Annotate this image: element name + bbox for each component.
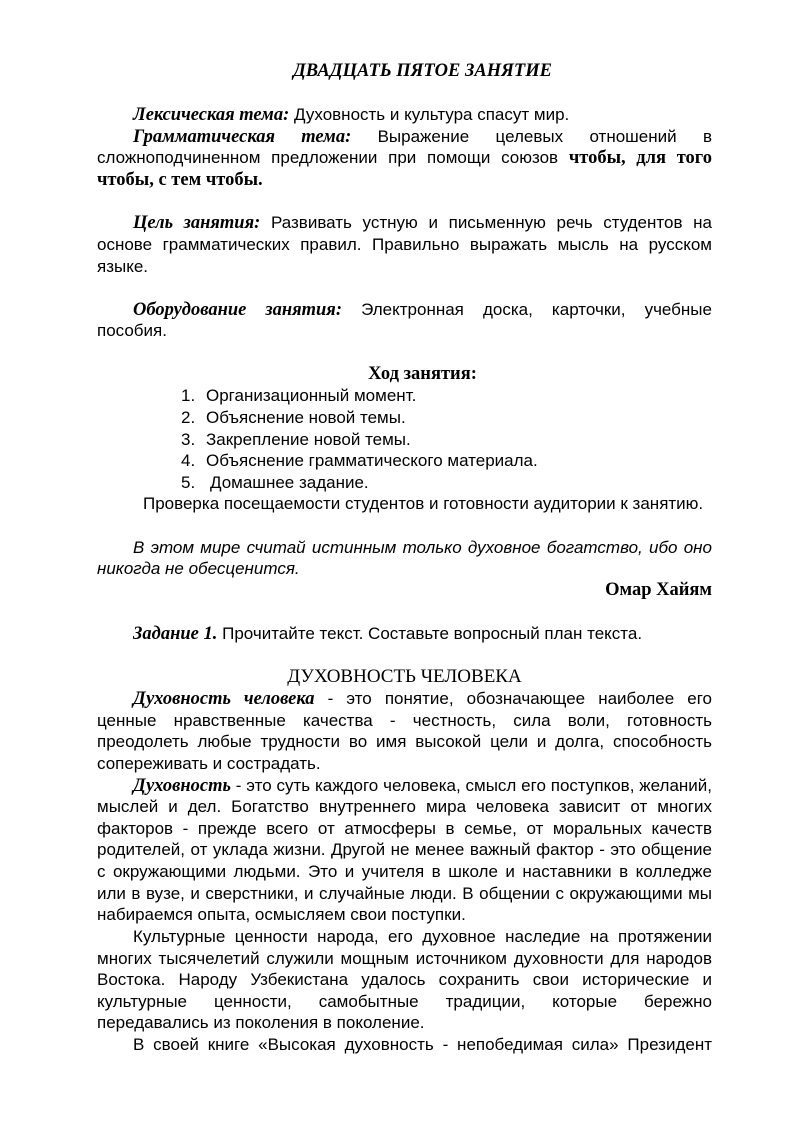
list-item-text: Объяснение грамматического материала. xyxy=(206,451,538,471)
procedure-list xyxy=(97,385,712,493)
lesson-equipment-text: Электронная доска, карточки, учебные пособия. xyxy=(97,299,712,341)
list-item-text: Объяснение новой темы. xyxy=(206,407,406,427)
lesson-content xyxy=(97,61,712,1056)
lesson-title: ДВАДЦАТЬ ПЯТОЕ ЗАНЯТИЕ xyxy=(293,61,552,81)
task-1 xyxy=(97,623,712,645)
lexical-topic-text: Духовность и культура спасут мир. xyxy=(294,105,570,125)
reading-heading: ДУХОВНОСТЬ ЧЕЛОВЕКА xyxy=(287,666,522,688)
reading-paragraph-1 xyxy=(97,688,712,775)
lesson-goal-text: Развивать устную и письменную речь студентов на основе грамматических правил. Правильно выражать мысль на русском языке. xyxy=(97,213,712,276)
list-item xyxy=(97,407,712,429)
list-item-number: 4. xyxy=(181,451,196,471)
list-item xyxy=(97,450,712,472)
epigraph-quote: В этом мире считай истинным только духовное богатство, ибо оно никогда не обесценится. xyxy=(97,537,712,579)
list-item-text: Организационный момент. xyxy=(206,386,417,406)
list-item xyxy=(97,385,712,407)
lexical-topic xyxy=(97,104,712,126)
grammar-topic-text: Выражение целевых отношений в сложноподчиненном предложении при помощи союзов xyxy=(97,126,712,168)
reading-paragraph-4: В своей книге «Высокая духовность - непобедимая сила» Президент xyxy=(133,1035,712,1055)
paragraph-term: Духовность человека xyxy=(133,689,315,710)
reading-paragraph-3: Культурные ценности народа, его духовное наследие на протяжении многих тысячелетий служили мощным источником духовности для народов Востока. Народу Узбекистана удалось сохранить свои исторические и культурные ценности, самобытные традиции, которые бережно передавались из поколения в поколение. xyxy=(97,926,712,1033)
task-label: Задание 1. xyxy=(133,624,218,645)
grammar-topic xyxy=(97,126,712,191)
reading-paragraph-2 xyxy=(97,775,712,926)
paragraph-term: Духовность xyxy=(133,775,231,796)
lesson-goal xyxy=(97,212,712,277)
list-item xyxy=(97,429,712,451)
epigraph-author: Омар Хайям xyxy=(605,579,712,600)
lesson-goal-label: Цель занятия: xyxy=(133,213,261,234)
paragraph-text: - это понятие, обозначающее наиболее его ценные нравственные качества - честность, сила воли, готовность преодолеть любые трудности во имя высокой цели и долга, способность сопереживать и сострадать. xyxy=(97,689,712,773)
list-item xyxy=(97,472,712,494)
grammar-conjunctions: чтобы, для того чтобы, с тем чтобы. xyxy=(97,148,712,191)
lesson-equipment xyxy=(97,299,712,342)
list-item-text: Закрепление новой темы. xyxy=(206,429,411,449)
paragraph-text: - это суть каждого человека, смысл его поступков, желаний, мыслей и дел. Богатство внутреннего мира человека зависит от многих факторов - прежде всего от атмосферы в семье, от моральных качеств родителей, от уклада жизни. Другой не менее важный фактор - это общение с окружающими людьми. Это и учителя в школе и наставники в колледже или в вузе, и сверстники, и случайные люди. В общении с окружающими мы набираемся опыта, осмысляем свои поступки. xyxy=(97,775,712,925)
list-item-number: 2. xyxy=(181,407,196,427)
task-text: Прочитайте текст. Составьте вопросный план текста. xyxy=(222,624,643,644)
attendance-note: Проверка посещаемости студентов и готовности аудитории к занятию. xyxy=(143,494,704,514)
list-item-number: 5. xyxy=(181,472,196,492)
procedure-heading: Ход занятия: xyxy=(368,363,477,384)
lesson-equipment-label: Оборудование занятия: xyxy=(133,299,342,320)
list-item-number: 3. xyxy=(181,429,196,449)
list-item-text: Домашнее задание. xyxy=(210,472,369,492)
grammar-topic-label: Грамматическая тема: xyxy=(133,126,352,147)
list-item-number: 1. xyxy=(181,386,196,406)
lexical-topic-label: Лексическая тема: xyxy=(133,105,290,126)
